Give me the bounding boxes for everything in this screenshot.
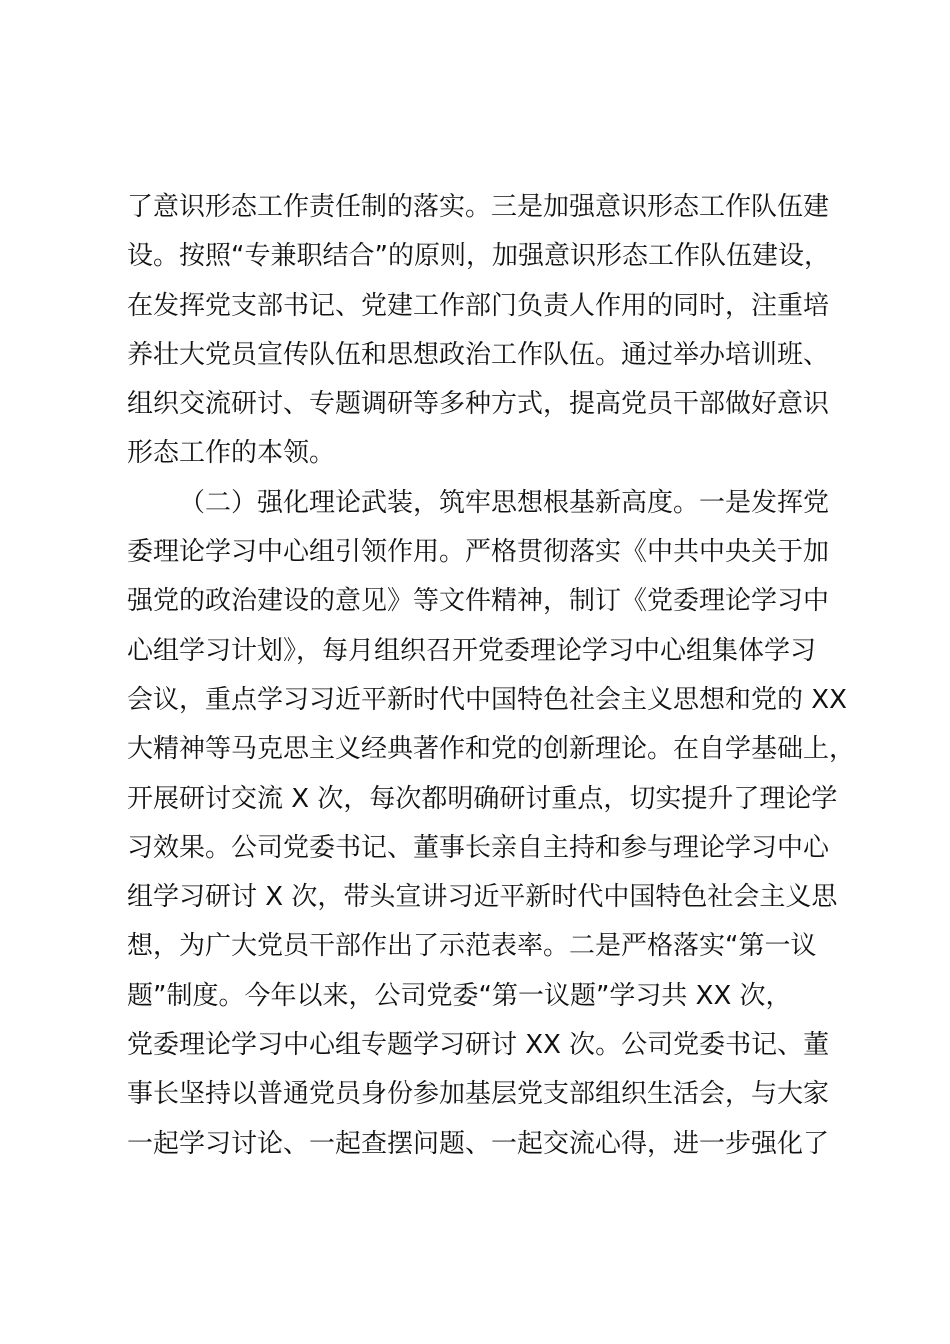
text-line: 委理论学习中心组引领作用。严格贯彻落实《中共中央关于加: [127, 537, 830, 568]
text-line: 大精神等马克思主义经典著作和党的创新理论。在自学基础上，: [127, 734, 856, 765]
text-line: 党委理论学习中心组专题学习研讨 XX 次。公司党委书记、董: [127, 1030, 830, 1061]
text-line: 开展研讨交流 X 次，每次都明确研讨重点，切实提升了理论学: [127, 783, 838, 814]
text-line: 了意识形态工作责任制的落实。三是加强意识形态工作队伍建: [127, 192, 830, 222]
text-line: 组学习研讨 X 次，带头宣讲习近平新时代中国特色社会主义思: [127, 882, 838, 913]
text-line: 强党的政治建设的意见》等文件精神，制订《党委理论学习中: [127, 586, 830, 617]
text-line: 一起学习讨论、一起查摆问题、一起交流心得，进一步强化了: [127, 1128, 830, 1159]
body-text: [127, 183, 857, 1169]
text-line: 题”制度。今年以来，公司党委“第一议题”学习共 XX 次，: [127, 980, 792, 1011]
text-line: 事长坚持以普通党员身份参加基层党支部组织生活会，与大家: [127, 1079, 830, 1110]
text-line: 会议，重点学习习近平新时代中国特色社会主义思想和党的 XX: [127, 684, 847, 715]
text-line: 心组学习计划》，每月组织召开党委理论学习中心组集体学习: [127, 635, 817, 666]
text-line: 习效果。公司党委书记、董事长亲自主持和参与理论学习中心: [127, 832, 830, 863]
text-line: 在发挥党支部书记、党建工作部门负责人作用的同时，注重培: [127, 290, 830, 321]
text-line: 想，为广大党员干部作出了示范表率。二是严格落实“第一议: [127, 931, 817, 962]
text-line: 组织交流研讨、专题调研等多种方式，提高党员干部做好意识: [127, 389, 830, 420]
text-line: 养壮大党员宣传队伍和思想政治工作队伍。通过举办培训班、: [127, 339, 830, 370]
text-line: 设。按照“专兼职结合”的原则，加强意识形态工作队伍建设，: [127, 241, 830, 272]
section-heading-line: （二）强化理论武装，筑牢思想根基新高度。一是发挥党: [179, 487, 830, 518]
text-line: 形态工作的本领。: [127, 438, 336, 469]
